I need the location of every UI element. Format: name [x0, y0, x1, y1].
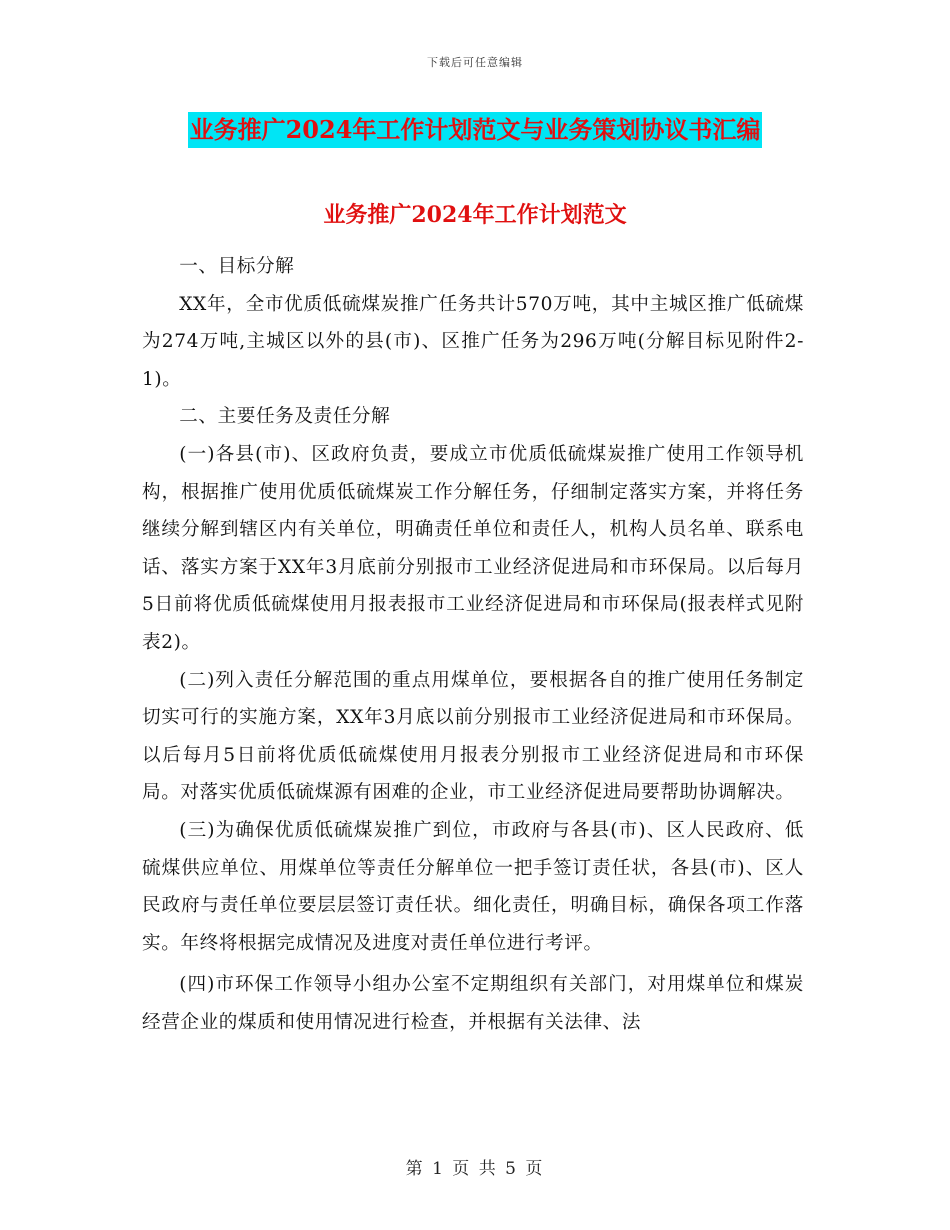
header-note: 下载后可任意编辑 [427, 56, 523, 69]
paragraph: (四)市环保工作领导小组办公室不定期组织有关部门，对用煤单位和煤炭经营企业的煤质和使用情况进行检查，并根据有关法律、法 [142, 974, 804, 1033]
paragraph: (二)列入责任分解范围的重点用煤单位，要根据各自的推广使用任务制定切实可行的实施方案，XX年3月底以前分别报市工业经济促进局和市环保局。以后每月5日前将优质低硫煤使用月报表分别报市工业经济促进局和市环保局。对落实优质低硫煤源有困难的企业，市工业经济促进局要帮助协调解决。 [142, 669, 804, 804]
paragraph: XX年，全市优质低硫煤炭推广任务共计570万吨，其中主城区推广低硫煤为274万吨,主城区以外的县(市)、区推广任务为296万吨(分解目标见附件2-1)。 [142, 293, 804, 390]
page-footer: 第 1 页 共 5 页 [405, 1159, 545, 1179]
body-text [142, 248, 804, 1041]
main-title-wrap [0, 112, 950, 148]
paragraph: (三)为确保优质低硫煤炭推广到位，市政府与各县(市)、区人民政府、低硫煤供应单位、用煤单位等责任分解单位一把手签订责任状，各县(市)、区人民政府与责任单位要层层签订责任状。细化责任，明确目标，确保各项工作落实。年终将根据完成情况及进度对责任单位进行考评。 [142, 819, 804, 954]
paragraph-heading-2: 二、主要任务及责任分解 [179, 406, 391, 428]
paragraph: (一)各县(市)、区政府负责，要成立市优质低硫煤炭推广使用工作领导机构，根据推广使用优质低硫煤炭工作分解任务，仔细制定落实方案，并将任务继续分解到辖区内有关单位，明确责任单位和责任人，机构人员名单、联系电话、落实方案于XX年3月底前分别报市工业经济促进局和市环保局。以后每月5日前将优质低硫煤使用月报表报市工业经济促进局和市环保局(报表样式见附表2)。 [142, 443, 804, 653]
section-title: 业务推广2024年工作计划范文 [323, 202, 627, 228]
paragraph-heading-1: 一、目标分解 [179, 256, 295, 277]
main-title: 业务推广2024年工作计划范文与业务策划协议书汇编 [188, 112, 763, 148]
